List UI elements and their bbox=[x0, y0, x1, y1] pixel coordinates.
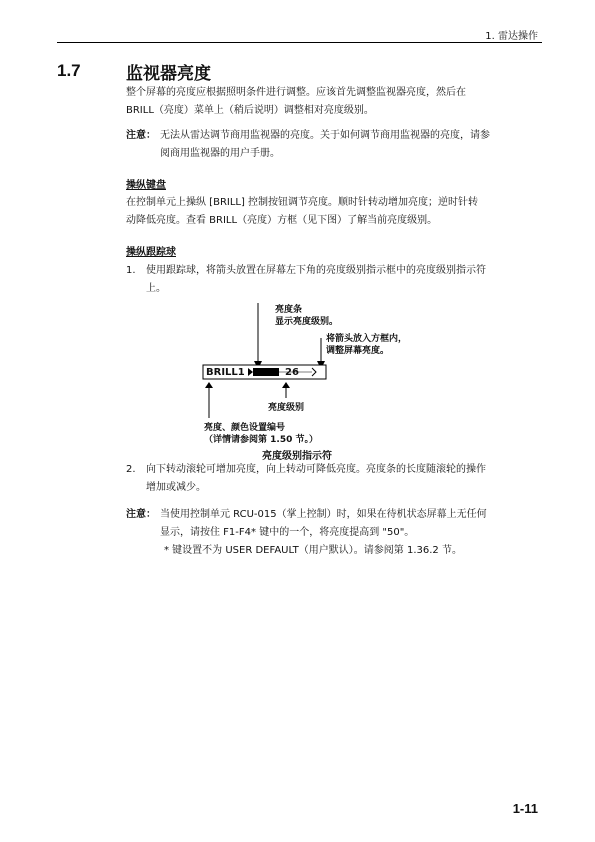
label-color-set-2: （详情请参阅第 1.50 节。） bbox=[204, 435, 318, 445]
brightness-bar bbox=[253, 368, 279, 376]
intro-line-1: 整个屏幕的亮度应根据照明条件进行调整。应该首先调整监视器亮度，然后在 bbox=[126, 87, 466, 98]
label-brightness-bar-desc: 显示亮度级别。 bbox=[275, 317, 339, 327]
page-number: 1-11 bbox=[512, 801, 538, 816]
keyboard-line-2: 动降低亮度。查看 BRILL（亮度）方框（见下图）了解当前亮度级别。 bbox=[126, 215, 438, 226]
label-arrow-line-1: 将箭头放入方框内， bbox=[326, 334, 408, 344]
step2-number: 2. bbox=[126, 464, 136, 475]
note2-line-1: 当使用控制单元 RCU-015（掌上控制）时，如果在待机状态屏幕上无任何 bbox=[160, 509, 487, 520]
step1-number: 1. bbox=[126, 265, 136, 276]
brill-box-name: BRILL1 bbox=[206, 367, 245, 378]
note1-line-2: 阅商用监视器的用户手册。 bbox=[160, 148, 280, 159]
brill-box-value: 26 bbox=[285, 367, 299, 378]
label-arrow-line-2: 调整屏幕亮度。 bbox=[326, 346, 390, 356]
chapter-header: 1. 雷达操作 bbox=[485, 31, 538, 42]
step1-line-2: 上。 bbox=[146, 283, 166, 294]
intro-line-2: BRILL（亮度）菜单上（稍后说明）调整相对亮度级别。 bbox=[126, 105, 374, 116]
step1-line-1: 使用跟踪球，将箭头放置在屏幕左下角的亮度级别指示框中的亮度级别指示符 bbox=[146, 265, 486, 276]
label-brightness-bar: 亮度条 bbox=[275, 305, 303, 315]
header-divider bbox=[57, 42, 542, 43]
note2-line-2: 显示，请按住 F1-F4* 键中的一个，将亮度提高到 "50"。 bbox=[160, 527, 415, 538]
step2-line-1: 向下转动滚轮可增加亮度，向上转动可降低亮度。亮度条的长度随滚轮的操作 bbox=[146, 464, 486, 475]
keyboard-line-1: 在控制单元上操纵 [BRILL] 控制按钮调节亮度。顺时针转动增加亮度；逆时针转 bbox=[126, 197, 479, 208]
note1-line-1: 无法从雷达调节商用监视器的亮度。关于如何调节商用监视器的亮度，请参 bbox=[160, 130, 490, 141]
label-brightness-level: 亮度级别 bbox=[268, 403, 305, 413]
section-number: 1.7 bbox=[57, 61, 81, 80]
trackball-heading: 操纵跟踪球 bbox=[126, 247, 176, 258]
section-title: 监视器亮度 bbox=[126, 64, 211, 84]
note-label: 注意： bbox=[126, 130, 156, 141]
step2-line-2: 增加或减少。 bbox=[146, 482, 206, 493]
keyboard-heading: 操纵键盘 bbox=[126, 180, 166, 191]
label-color-set-1: 亮度、颜色设置编号 bbox=[204, 423, 286, 433]
note2-line-3: * 键设置不为 USER DEFAULT（用户默认）。请参阅第 1.36.2 节。 bbox=[164, 545, 462, 556]
figure-caption: 亮度级别指示符 bbox=[262, 451, 332, 462]
note2-label: 注意： bbox=[126, 509, 156, 520]
